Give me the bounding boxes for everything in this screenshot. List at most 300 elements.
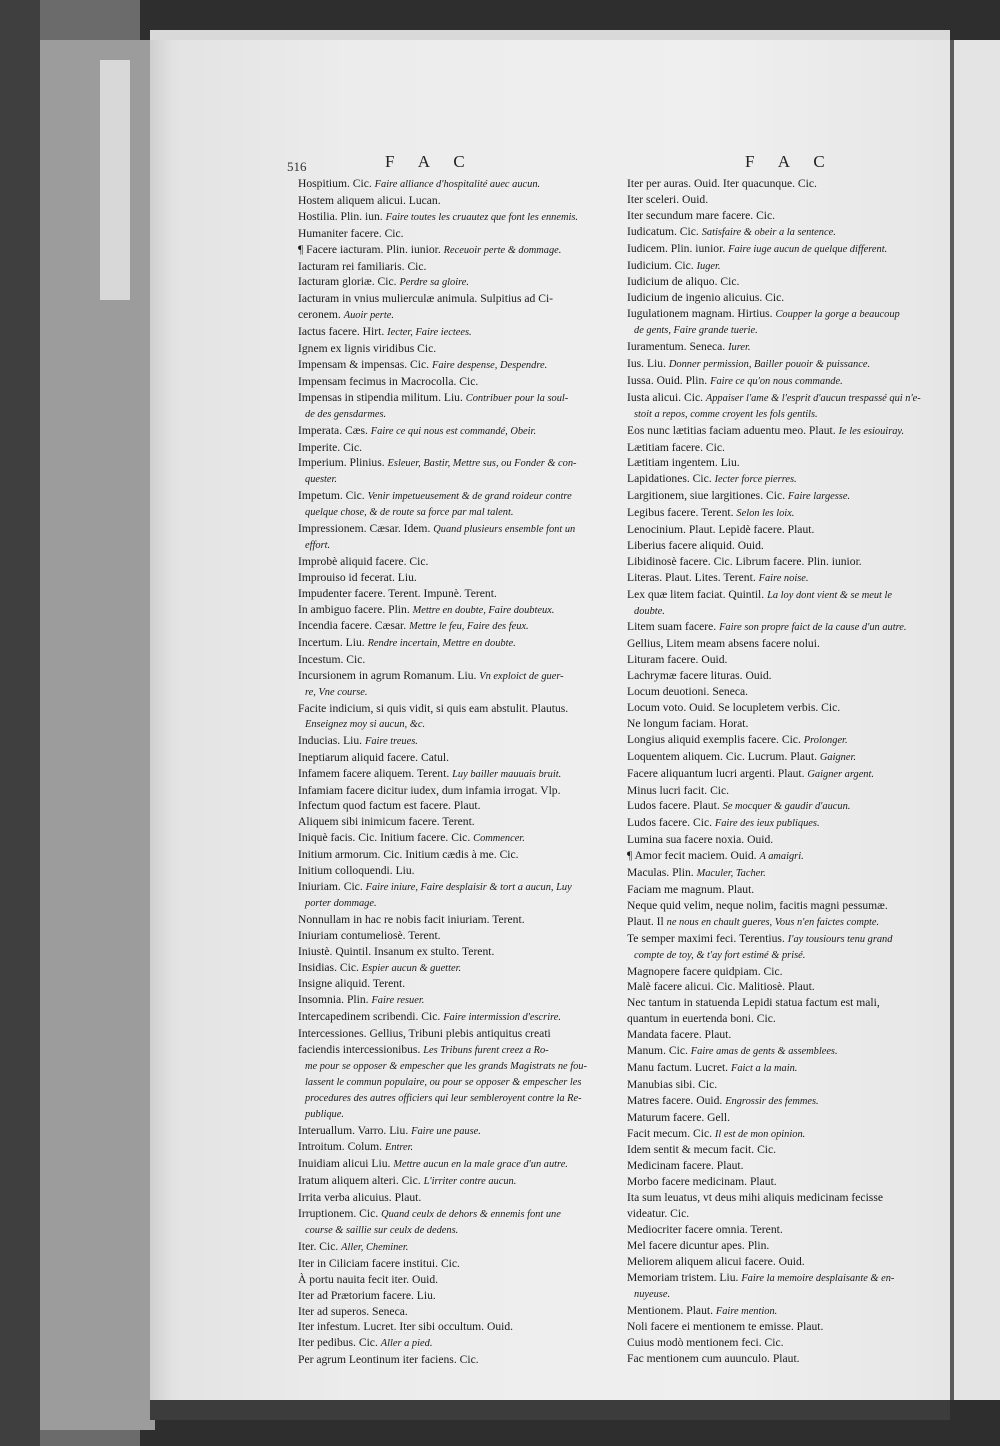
dictionary-entry <box>627 570 929 587</box>
dictionary-entry <box>298 701 590 717</box>
dictionary-entry <box>298 324 590 341</box>
latin-phrase: Ne longum faciam. Horat. <box>627 716 749 730</box>
french-gloss: Faire des ieux publiques. <box>714 818 820 830</box>
dictionary-entry <box>298 1352 590 1368</box>
dictionary-entry <box>298 618 590 635</box>
dictionary-entry <box>627 1222 929 1238</box>
latin-phrase: Plaut. Il <box>627 914 664 928</box>
latin-phrase: Fac mentionem cum auunculo. Plaut. <box>627 1352 800 1366</box>
latin-phrase: Inducias. Liu. <box>298 733 363 747</box>
dictionary-entry <box>627 1027 929 1043</box>
french-gloss: Quand plusieurs ensemble font un <box>433 524 576 536</box>
latin-phrase: Liberius facere aliquid. Ouid. <box>627 538 764 552</box>
dictionary-entry <box>627 176 929 192</box>
latin-phrase: Memoriam tristem. Liu. <box>627 1270 739 1284</box>
french-gloss: Esleuer, Bastir, Mettre sus, ou Fonder & con- <box>387 458 577 470</box>
french-gloss: Aller, Cheminer. <box>341 1241 409 1253</box>
french-gloss: Faire intermission d'escrire. <box>443 1012 561 1024</box>
french-gloss: Receuoir perte & dommage. <box>443 244 562 256</box>
latin-phrase: Impudenter facere. Terent. Impunè. Terent. <box>298 586 497 600</box>
french-gloss: me pour se opposer & empescher que les grands Magistrats ne fou- <box>305 1060 587 1072</box>
dictionary-entry <box>298 259 590 275</box>
latin-phrase: Magnopere facere quidpiam. Cic. <box>627 964 783 978</box>
latin-phrase: Iudicium de ingenio alicuius. Cic. <box>627 291 785 305</box>
latin-phrase: Irrita verba alicuius. Plaut. <box>298 1191 422 1205</box>
latin-phrase: Iter secundum mare facere. Cic. <box>627 208 776 222</box>
dictionary-entry <box>627 274 929 290</box>
french-gloss: Iecter, Faire iectees. <box>387 327 472 339</box>
dictionary-entry <box>627 979 929 995</box>
latin-phrase: Meliorem aliquem alicui facere. Ouid. <box>627 1254 805 1268</box>
latin-phrase: faciendis intercessionibus. <box>298 1043 421 1057</box>
french-gloss: Contribuer pour la soul- <box>465 392 569 404</box>
french-gloss: Les Tribuns furent creez a Ro- <box>423 1045 549 1057</box>
dictionary-entry <box>298 440 590 456</box>
dictionary-entry <box>627 1077 929 1093</box>
latin-phrase: Iudicem. Plin. iunior. <box>627 241 726 255</box>
french-gloss: Faire despense, Despendre. <box>431 359 548 371</box>
dictionary-entry <box>627 948 929 964</box>
latin-phrase: Malè facere alicui. Cic. Malitiosè. Plaut. <box>627 980 815 994</box>
french-gloss: Faire une pause. <box>411 1125 481 1137</box>
dictionary-entry <box>627 619 929 636</box>
dictionary-entry <box>627 1206 929 1222</box>
french-gloss: Mettre aucun en la male grace d'un autre. <box>393 1159 568 1171</box>
french-gloss: doubte. <box>634 605 665 617</box>
french-gloss: de gents, Faire grande tuerie. <box>634 325 758 337</box>
dictionary-entry <box>298 879 590 896</box>
latin-phrase: Inuidiam alicui Liu. <box>298 1157 391 1171</box>
french-gloss: Faire toutes les cruautez que font les ennemis. <box>385 211 579 223</box>
french-gloss: procedures des autres officiers qui leur sembleroyent contre la Re- <box>305 1092 582 1104</box>
dictionary-entry <box>298 505 590 521</box>
dictionary-entry <box>298 193 590 209</box>
dictionary-entry <box>627 604 929 620</box>
dictionary-entry <box>298 1026 590 1042</box>
dictionary-entry <box>298 602 590 619</box>
dictionary-entry <box>298 1319 590 1335</box>
french-gloss: Faire treues. <box>364 735 418 747</box>
latin-phrase: Iussa. Ouid. Plin. <box>627 373 708 387</box>
french-gloss: Mettre en doubte, Faire doubteux. <box>412 604 555 616</box>
french-gloss: Gaigner. <box>819 751 856 763</box>
latin-phrase: Iacturam rei familiaris. Cic. <box>298 259 427 273</box>
latin-phrase: Irruptionem. Cic. <box>298 1207 379 1221</box>
dictionary-entry <box>627 224 929 241</box>
latin-phrase: Lenocinium. Plaut. Lepidè facere. Plaut. <box>627 523 815 537</box>
french-gloss: Faire alliance d'hospitalité auec aucun. <box>374 179 541 190</box>
latin-phrase: Facit mecum. Cic. <box>627 1126 713 1140</box>
latin-phrase: Medicinam facere. Plaut. <box>627 1159 744 1173</box>
dictionary-entry <box>627 848 929 865</box>
latin-phrase: Iratum aliquem alteri. Cic. <box>298 1174 421 1188</box>
french-gloss: lassent le commun populaire, ou pour se opposer & empescher les <box>305 1076 582 1088</box>
latin-phrase: Impensas in stipendia militum. Liu. <box>298 390 463 404</box>
latin-phrase: Iniuriam. Cic. <box>298 879 363 893</box>
french-gloss: Iuger. <box>696 260 721 272</box>
latin-phrase: Impressionem. Cæsar. Idem. <box>298 522 431 536</box>
latin-phrase: Lachrymæ facere lituras. Ouid. <box>627 669 772 683</box>
latin-phrase: Ita sum leuatus, vt deus mihi aliquis medicinam fecisse <box>627 1191 883 1205</box>
dictionary-entry <box>627 192 929 208</box>
latin-phrase: Introitum. Colum. <box>298 1140 383 1154</box>
french-gloss: de des gensdarmes. <box>305 408 387 420</box>
french-gloss: Commencer. <box>473 833 525 845</box>
latin-phrase: Locum voto. Ouid. Se locupletem verbis. Cic. <box>627 701 841 714</box>
latin-phrase: Per agrum Leontinum iter faciens. Cic. <box>298 1353 479 1367</box>
french-gloss: effort. <box>305 539 331 551</box>
dictionary-entry <box>627 798 929 815</box>
dictionary-entry <box>298 407 590 423</box>
dictionary-entry <box>627 258 929 275</box>
dictionary-entry <box>627 865 929 882</box>
french-gloss: Iurer. <box>728 342 751 354</box>
french-gloss: Faire ce qui nous est commandé, Obeir. <box>370 425 537 437</box>
latin-phrase: ceronem. <box>298 308 341 322</box>
french-gloss: publique. <box>305 1108 344 1120</box>
latin-phrase: Imperata. Cæs. <box>298 423 368 437</box>
dictionary-entry <box>627 1060 929 1077</box>
dictionary-entry <box>298 944 590 960</box>
latin-phrase: Ignem ex lignis viridibus Cic. <box>298 342 437 356</box>
latin-phrase: Nonnullam in hac re nobis facit iniuriam. Terent. <box>298 912 525 926</box>
latin-phrase: Iter sceleri. Ouid. <box>627 192 709 206</box>
french-gloss: Faire noise. <box>758 572 809 584</box>
dictionary-entry <box>627 208 929 224</box>
latin-phrase: Te semper maximi feci. Terentius. <box>627 931 785 945</box>
latin-phrase: Neque quid velim, neque nolim, facitis magni pessumæ. <box>627 898 888 912</box>
latin-phrase: Manum. Cic. <box>627 1044 688 1058</box>
latin-phrase: Incendia facere. Cæsar. <box>298 619 407 633</box>
dictionary-entry <box>298 652 590 668</box>
dictionary-entry <box>627 373 929 390</box>
french-gloss: Gaigner argent. <box>807 768 874 780</box>
latin-phrase: videatur. Cic. <box>627 1207 690 1221</box>
dictionary-entry <box>298 783 590 799</box>
dictionary-entry <box>627 1254 929 1270</box>
dictionary-entry <box>627 339 929 356</box>
french-gloss: I'ay tousiours tenu grand <box>787 933 893 945</box>
latin-phrase: Lætitiam ingentem. Liu. <box>627 456 740 470</box>
latin-phrase: Locum deuotioni. Seneca. <box>627 685 749 699</box>
french-gloss: Iecter force pierres. <box>714 474 797 486</box>
french-gloss: Satisfaire & obeir a la sentence. <box>701 226 836 238</box>
latin-phrase: Iter per auras. Ouid. Iter quacunque. Cic. <box>627 177 817 190</box>
latin-phrase: Infectum quod factum est facere. Plaut. <box>298 799 481 813</box>
dictionary-entry <box>298 766 590 783</box>
dictionary-entry <box>627 1238 929 1254</box>
dictionary-entry <box>298 1107 590 1123</box>
latin-phrase: Ludos facere. Plaut. <box>627 799 720 813</box>
dictionary-entry <box>627 964 929 980</box>
dictionary-entry <box>627 290 929 306</box>
french-gloss: Faire resuer. <box>371 995 425 1007</box>
dictionary-entry <box>627 931 929 948</box>
latin-phrase: Iacturam in vnius mulierculæ animula. Sulpitius ad Ci- <box>298 292 554 306</box>
dictionary-entry <box>298 750 590 766</box>
latin-phrase: Impetum. Cic. <box>298 489 365 503</box>
dictionary-entry <box>627 882 929 898</box>
latin-phrase: Hostem aliquem alicui. Lucan. <box>298 193 441 207</box>
latin-phrase: Morbo facere medicinam. Plaut. <box>627 1175 777 1189</box>
dictionary-entry <box>627 1319 929 1335</box>
latin-phrase: Iter pedibus. Cic. <box>298 1336 378 1350</box>
french-gloss: Faire amas de gents & assemblees. <box>690 1046 838 1058</box>
dictionary-entry <box>627 488 929 505</box>
french-gloss: Donner permission, Bailler pouoir & puissance. <box>668 358 871 370</box>
dictionary-entry <box>627 306 929 323</box>
dictionary-entry <box>627 1303 929 1320</box>
latin-phrase: Iter ad superos. Seneca. <box>298 1304 408 1318</box>
french-gloss: Venir impetueusement & de grand roideur contre <box>367 491 572 503</box>
latin-phrase: Iter. Cic. <box>298 1239 339 1253</box>
latin-phrase: Longius aliquid exemplis facere. Cic. <box>627 732 801 746</box>
latin-phrase: Improbè aliquid facere. Cic. <box>298 554 429 568</box>
dictionary-entry <box>298 1206 590 1223</box>
latin-phrase: Improuiso id fecerat. Liu. <box>298 570 417 584</box>
french-gloss: La loy dont vient & se meut le <box>767 589 893 601</box>
dictionary-entry <box>298 733 590 750</box>
latin-phrase: Facite indicium, si quis vidit, si quis eam abstulit. Plautus. <box>298 702 569 715</box>
french-gloss: Quand ceulx de dehors & ennemis font une <box>381 1209 561 1221</box>
dictionary-entry <box>627 1110 929 1126</box>
latin-phrase: Lætitiam facere. Cic. <box>627 440 725 454</box>
dictionary-entry <box>298 992 590 1009</box>
latin-phrase: Iter in Ciliciam facere institui. Cic. <box>298 1256 460 1270</box>
french-gloss: re, Vne course. <box>305 687 368 699</box>
dictionary-entry <box>298 928 590 944</box>
latin-phrase: Incursionem in agrum Romanum. Liu. <box>298 669 477 683</box>
dictionary-entry <box>298 488 590 505</box>
latin-phrase: Manu factum. Lucret. <box>627 1060 729 1074</box>
dictionary-entry <box>627 1142 929 1158</box>
latin-phrase: Ludos facere. Cic. <box>627 816 712 830</box>
french-gloss: L'irriter contre aucun. <box>423 1176 517 1188</box>
french-gloss: Faire largesse. <box>787 491 851 503</box>
dictionary-entry <box>627 1174 929 1190</box>
latin-phrase: Mediocriter facere omnia. Terent. <box>627 1223 783 1236</box>
dictionary-entry <box>298 226 590 242</box>
latin-phrase: Iusta alicui. Cic. <box>627 390 703 404</box>
latin-phrase: À portu nauita fecit iter. Ouid. <box>298 1272 439 1286</box>
right-running-head: F A C <box>745 152 835 171</box>
dictionary-entry <box>298 291 590 307</box>
latin-phrase: Impensam fecimus in Macrocolla. Cic. <box>298 374 479 388</box>
latin-phrase: Iactus facere. Hirt. <box>298 325 385 339</box>
latin-phrase: Lumina sua facere noxia. Ouid. <box>627 833 774 847</box>
dictionary-entry <box>627 471 929 488</box>
french-gloss: quelque chose, & de route sa force par mal talent. <box>305 507 514 519</box>
latin-phrase: Iugulationem magnam. Hirtius. <box>627 307 773 321</box>
latin-phrase: Aliquem sibi inimicum facere. Terent. <box>298 815 475 829</box>
french-gloss: ne nous en chault gueres, Vous n'en faictes compte. <box>666 916 880 928</box>
dictionary-entry <box>298 1256 590 1272</box>
dictionary-entry <box>298 1288 590 1304</box>
french-gloss: Faire ce qu'on nous commande. <box>710 375 843 387</box>
dictionary-entry <box>298 554 590 570</box>
dictionary-entry <box>298 1139 590 1156</box>
latin-phrase: Ineptiarum aliquid facere. Catul. <box>298 750 449 764</box>
latin-phrase: Iudicatum. Cic. <box>627 224 699 238</box>
latin-phrase: ¶ Amor fecit maciem. Ouid. <box>627 849 757 863</box>
dictionary-entry <box>298 1335 590 1352</box>
dictionary-entry <box>627 390 929 407</box>
dictionary-entry <box>298 1239 590 1256</box>
latin-phrase: Maculas. Plin. <box>627 866 694 880</box>
dictionary-entry <box>298 423 590 440</box>
dictionary-entry <box>627 1270 929 1287</box>
latin-phrase: Matres facere. Ouid. <box>627 1093 723 1107</box>
dictionary-entry <box>298 960 590 977</box>
dictionary-entry <box>627 1335 929 1351</box>
dictionary-entry <box>298 798 590 814</box>
french-gloss: Faict a la main. <box>731 1062 798 1074</box>
dictionary-entry <box>298 976 590 992</box>
latin-phrase: Intercapedinem scribendi. Cic. <box>298 1010 441 1024</box>
latin-phrase: Iuramentum. Seneca. <box>627 340 726 354</box>
latin-phrase: Manubias sibi. Cic. <box>627 1077 718 1091</box>
latin-phrase: Loquentem aliquem. Cic. Lucrum. Plaut. <box>627 749 817 763</box>
dictionary-entry <box>298 472 590 488</box>
dictionary-entry <box>627 505 929 522</box>
dictionary-entry <box>298 912 590 928</box>
dictionary-entry <box>627 652 929 668</box>
dictionary-entry <box>298 1042 590 1059</box>
dictionary-entry <box>298 685 590 701</box>
dictionary-entry <box>627 815 929 832</box>
dictionary-entry <box>627 587 929 604</box>
dictionary-entry <box>298 1173 590 1190</box>
french-gloss: Espier aucun & guetter. <box>361 962 462 974</box>
dictionary-entry <box>627 636 929 652</box>
dictionary-entry <box>298 307 590 324</box>
latin-phrase: Hospitium. Cic. <box>298 177 372 190</box>
dictionary-entry <box>298 357 590 374</box>
dictionary-entry <box>298 1272 590 1288</box>
latin-phrase: Iniquè facis. Cic. Initium facere. Cic. <box>298 831 471 845</box>
dictionary-entry <box>298 1091 590 1107</box>
french-gloss: Faire son propre faict de la cause d'un autre. <box>719 622 907 634</box>
latin-phrase: Minus lucri facit. Cic. <box>627 783 730 797</box>
dictionary-entry <box>298 390 590 407</box>
latin-phrase: Faciam me magnum. Plaut. <box>627 882 755 896</box>
latin-phrase: Imperite. Cic. <box>298 440 363 454</box>
french-gloss: Entrer. <box>384 1142 414 1154</box>
dictionary-entry <box>298 1304 590 1320</box>
french-gloss: Maculer, Tacher. <box>696 868 766 880</box>
dictionary-entry <box>627 716 929 732</box>
dictionary-entry <box>627 914 929 931</box>
french-gloss: porter dommage. <box>305 897 377 909</box>
latin-phrase: Hostilia. Plin. iun. <box>298 209 383 223</box>
dictionary-entry <box>298 1123 590 1140</box>
dictionary-entry <box>298 341 590 357</box>
latin-phrase: Infamiam facere dicitur iudex, dum infamia irrogat. Vlp. <box>298 783 561 797</box>
dictionary-entry <box>298 814 590 830</box>
latin-phrase: Iudicium de aliquo. Cic. <box>627 275 740 289</box>
dictionary-entry <box>298 209 590 226</box>
dictionary-entry <box>627 455 929 471</box>
dictionary-entry <box>627 700 929 716</box>
dictionary-entry <box>298 1223 590 1239</box>
dictionary-entry <box>627 1158 929 1174</box>
dictionary-entry <box>298 274 590 291</box>
french-gloss: Il est de mon opinion. <box>714 1128 806 1140</box>
latin-phrase: Noli facere ei mentionem te emisse. Plaut. <box>627 1320 824 1334</box>
dictionary-entry <box>298 635 590 652</box>
dictionary-entry <box>298 242 590 259</box>
french-gloss: Coupper la gorge a beaucoup <box>775 309 900 321</box>
latin-phrase: Literas. Plaut. Lites. Terent. <box>627 570 756 584</box>
latin-phrase: Insidias. Cic. <box>298 960 359 974</box>
latin-phrase: Humaniter facere. Cic. <box>298 226 404 240</box>
french-gloss: Faire la memoire desplaisante & en- <box>741 1272 895 1284</box>
latin-phrase: In ambiguo facere. Plin. <box>298 602 410 616</box>
dictionary-entry <box>298 1009 590 1026</box>
dictionary-entry <box>298 455 590 472</box>
dictionary-entry <box>298 586 590 602</box>
french-gloss: nuyeuse. <box>634 1288 671 1300</box>
french-gloss: Se mocquer & gaudir d'aucun. <box>722 801 851 813</box>
french-gloss: Mettre le feu, Faire des feux. <box>409 621 529 633</box>
french-gloss: Selon les loix. <box>736 508 795 520</box>
left-column <box>298 176 590 1368</box>
dictionary-entry <box>627 1287 929 1303</box>
french-gloss: Faire mention. <box>715 1305 778 1317</box>
dictionary-entry <box>627 783 929 799</box>
dictionary-entry <box>627 1043 929 1060</box>
french-gloss: Prolonger. <box>803 734 848 746</box>
dictionary-entry <box>627 668 929 684</box>
latin-phrase: Cuius modò mentionem feci. Cic. <box>627 1336 784 1350</box>
dictionary-entry <box>298 1190 590 1206</box>
dictionary-entry <box>627 1093 929 1110</box>
french-gloss: Rendre incertain, Mettre en doubte. <box>367 638 516 650</box>
dictionary-entry <box>627 423 929 440</box>
french-gloss: Faire iniure, Faire desplaisir & tort a aucun, Luy <box>365 881 572 893</box>
latin-phrase: Iniuriam contumeliosè. Terent. <box>298 928 441 942</box>
dictionary-entry <box>627 995 929 1011</box>
page-number: 516 <box>287 159 307 174</box>
latin-phrase: ¶ Facere iacturam. Plin. iunior. <box>298 242 441 256</box>
french-gloss: A amaigri. <box>759 851 804 863</box>
dictionary-entry <box>627 749 929 766</box>
latin-phrase: Maturum facere. Gell. <box>627 1110 731 1124</box>
french-gloss: Engrossir des femmes. <box>725 1095 819 1107</box>
latin-phrase: Litem suam facere. <box>627 620 717 634</box>
latin-phrase: Insomnia. Plin. <box>298 993 369 1007</box>
dictionary-entry <box>627 1011 929 1027</box>
french-gloss: Auoir perte. <box>343 310 394 322</box>
latin-phrase: Intercessiones. Gellius, Tribuni plebis antiquitus creati <box>298 1027 551 1041</box>
latin-phrase: Lituram facere. Ouid. <box>627 653 728 667</box>
dictionary-entry <box>627 766 929 783</box>
latin-phrase: Idem sentit & mecum facit. Cic. <box>627 1143 777 1157</box>
french-gloss: Appaiser l'ame & l'esprit d'aucun trespassé qui n'e- <box>705 392 921 404</box>
dictionary-entry <box>627 407 929 423</box>
latin-phrase: Incestum. Cic. <box>298 653 366 667</box>
dictionary-entry <box>298 570 590 586</box>
latin-phrase: Mel facere dicuntur apes. Plin. <box>627 1238 770 1252</box>
dictionary-entry <box>298 668 590 685</box>
dictionary-entry <box>298 1156 590 1173</box>
latin-phrase: Incertum. Liu. <box>298 636 365 650</box>
dictionary-entry <box>298 1075 590 1091</box>
dictionary-entry <box>627 538 929 554</box>
latin-phrase: Eos nunc lætitias faciam aduentu meo. Plaut. <box>627 423 836 437</box>
french-gloss: Enseignez moy si aucun, &c. <box>305 718 426 730</box>
latin-phrase: Iter infestum. Lucret. Iter sibi occultum. Ouid. <box>298 1320 514 1334</box>
